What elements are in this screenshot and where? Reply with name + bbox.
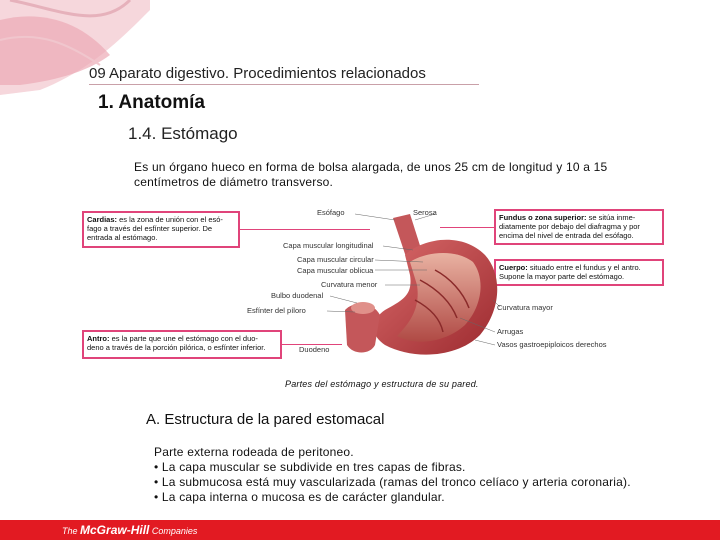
subsection-title: 1.4. Estómago xyxy=(128,124,238,143)
stomach-illustration xyxy=(245,200,645,375)
label-curvatura-menor: Curvatura menor xyxy=(321,280,378,289)
label-esofago: Esófago xyxy=(317,208,345,217)
list-item: Parte externa rodeada de peritoneo. xyxy=(154,445,354,459)
callout-text: Supone la mayor parte del estómago. xyxy=(499,272,625,281)
callout-text: situado entre el fundus y el antro. xyxy=(527,263,641,272)
intro-paragraph xyxy=(134,160,654,190)
header-title: 09 Aparato digestivo. Procedimientos relacionados xyxy=(89,65,426,82)
intro-line: centímetros de diámetro transverso. xyxy=(134,175,334,189)
list-item: • La capa interna o mucosa es de carácter glandular. xyxy=(154,490,445,504)
label-curvatura-mayor: Curvatura mayor xyxy=(497,303,553,312)
label-duodeno: Duodeno xyxy=(299,345,330,354)
logo-prefix: The xyxy=(62,526,81,536)
footer-bar xyxy=(0,520,720,540)
callout-term: Fundus o zona superior: xyxy=(499,213,587,222)
figure-caption: Partes del estómago y estructura de su pared. xyxy=(285,379,479,389)
section-title: 1. Anatomía xyxy=(98,92,205,113)
publisher-logo xyxy=(62,523,197,537)
logo-brand: McGraw-Hill xyxy=(80,523,150,537)
label-capa-longitudinal: Capa muscular longitudinal xyxy=(283,241,374,250)
callout-text: entrada al estómago. xyxy=(87,233,158,242)
label-bulbo: Bulbo duodenal xyxy=(271,291,324,300)
logo-suffix: Companies xyxy=(149,526,198,536)
list-item: • La capa muscular se subdivide en tres capas de fibras. xyxy=(154,460,466,474)
intro-line: Es un órgano hueco en forma de bolsa alargada, de unos 25 cm de longitud y 10 a 15 xyxy=(134,160,608,174)
structure-list xyxy=(154,445,631,505)
label-capa-oblicua: Capa muscular oblicua xyxy=(297,266,374,275)
label-esfinter-piloro: Esfínter del píloro xyxy=(247,306,306,315)
callout-term: Cuerpo: xyxy=(499,263,528,272)
label-vasos: Vasos gastroepiploicos derechos xyxy=(497,340,607,349)
callout-text: se sitúa inme- xyxy=(586,213,636,222)
label-capa-circular: Capa muscular circular xyxy=(297,255,374,264)
label-serosa: Serosa xyxy=(413,208,437,217)
callout-text: deno a través de la porción pilórica, o esfínter inferior. xyxy=(87,343,266,352)
callout-term: Cardias: xyxy=(87,215,118,224)
callout-text: encima del nivel de entrada del esófago. xyxy=(499,231,634,240)
callout-text: fago a través del esfínter superior. De xyxy=(87,224,213,233)
callout-text: diatamente por debajo del diafragma y por xyxy=(499,222,640,231)
structure-title: A. Estructura de la pared estomacal xyxy=(146,411,385,428)
list-item: • La submucosa está muy vascularizada (ramas del tronco celíaco y arteria coronaria). xyxy=(154,475,631,489)
label-arrugas: Arrugas xyxy=(497,327,524,336)
callout-cardias xyxy=(82,211,240,248)
callout-text: es la zona de unión con el esó- xyxy=(117,215,223,224)
callout-text: es la parte que une el estómago con el duo- xyxy=(109,334,258,343)
callout-term: Antro: xyxy=(87,334,110,343)
header-divider xyxy=(89,84,479,85)
